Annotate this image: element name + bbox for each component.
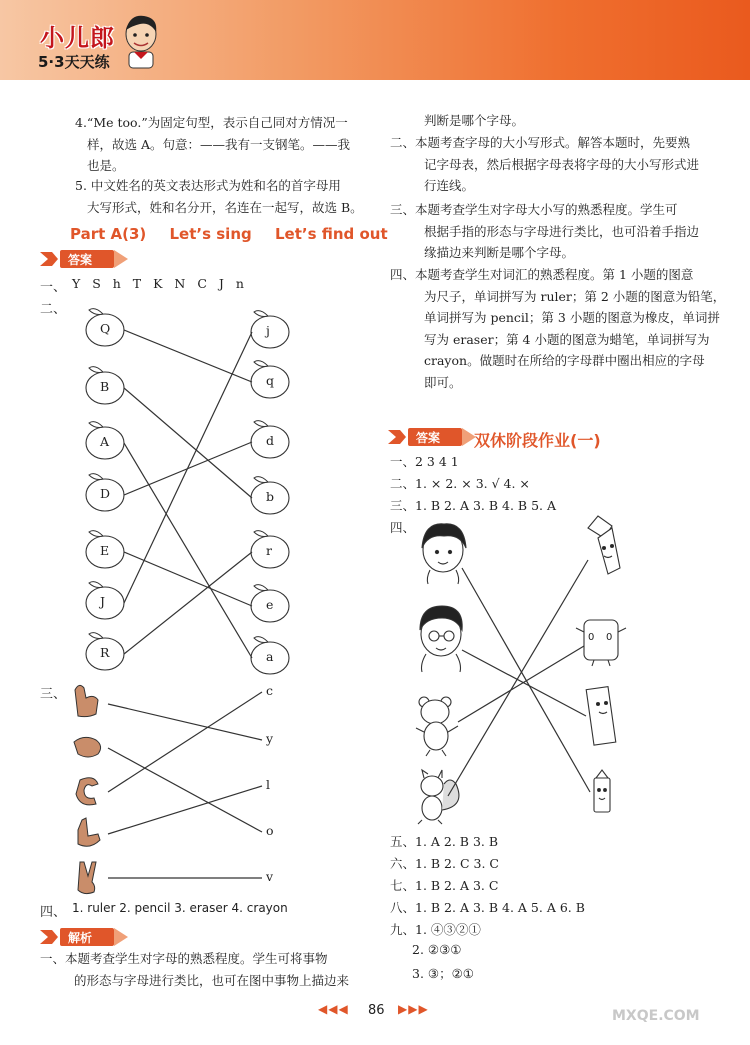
q4-label: 四、 (40, 905, 67, 920)
svg-text:0: 0 (588, 632, 595, 643)
part-title-sing: Let’s sing (169, 225, 252, 243)
apple-letter-upper: J (100, 594, 106, 609)
apple-letter-upper: A (100, 434, 110, 449)
note-5-line: 大写形式，姓和名分开，名连在一起写，故选 B。 (87, 199, 363, 215)
apple-letter-upper: D (100, 486, 111, 501)
analysis-line: crayon。做题时在所给的字母群中圈出相应的字母 (424, 353, 705, 368)
apple-letter-upper: B (100, 379, 110, 394)
apple-letter-lower: r (266, 543, 272, 558)
apple-letter-upper: E (100, 543, 110, 558)
ruler-character-icon (586, 687, 616, 746)
answer-row-3: 三、1. B 2. A 3. B 4. B 5. A (390, 498, 557, 513)
answer-row-1: 一、2 3 4 1 (390, 454, 459, 469)
watermark: MXQE.COM (612, 1008, 700, 1024)
analysis-badge-label: 解析 (68, 931, 93, 945)
answer-row-4: 四、 (390, 520, 416, 535)
note-4-line: 也是。 (87, 158, 125, 173)
analysis-line: 即可。 (424, 374, 462, 390)
apple-letter-upper: R (100, 645, 110, 660)
q3-letter: c (266, 683, 274, 698)
answer-row-8: 八、1. B 2. A 3. B 4. A 5. A 6. B (390, 900, 585, 915)
apple-letter-lower: b (266, 489, 275, 504)
analysis-1-continued: 判断是哪个字母。 (424, 113, 525, 128)
note-4-line: 4.“Me too.”为固定句型，表示自己同对方情况一 (75, 115, 348, 130)
prev-arrows-icon: ◀◀◀ (318, 1002, 349, 1016)
crayon-character-icon (588, 516, 620, 574)
squirrel-icon (418, 770, 459, 824)
analysis-line: 根据手指的形态与字母进行类比，也可沿着手指边 (424, 223, 700, 239)
analysis-line: 记字母表，然后根据字母表将字母的大小写形式进 (424, 156, 700, 172)
q3-letter: l (266, 777, 270, 792)
logo-subtitle: 5·3天天练 (38, 53, 110, 71)
part-title-name: Part A(3) (70, 225, 147, 243)
logo-title: 小儿郎 (40, 24, 115, 52)
q1-answer: Y S h T K N C J n (72, 276, 244, 291)
character-icons (416, 516, 626, 824)
analysis-line: 为尺子，单词拼写为 ruler；第 2 小题的图意为铅笔， (424, 288, 726, 304)
answer-badge-label: 答案 (416, 431, 441, 445)
answer-row-5: 五、1. A 2. B 3. B (390, 834, 499, 849)
match-boy-pencil (462, 650, 586, 716)
analysis-line: 单词拼写为 pencil；第 3 小题的图意为橡皮，单词拼 (424, 310, 720, 325)
q3-letter: v (266, 869, 274, 884)
q3-letter: o (266, 823, 274, 838)
apple-letter-upper: Q (100, 321, 111, 336)
part-title-find: Let’s find out (274, 225, 388, 243)
q3-label: 三、 (40, 687, 67, 702)
analysis-line: 写为 eraser；第 4 小题的图意为蜡笔，单词拼写为 (424, 331, 710, 347)
next-arrows-icon: ▶▶▶ (398, 1002, 429, 1016)
answer-row-7: 七、1. B 2. A 3. C (390, 878, 499, 893)
apple-letter-lower: j (266, 323, 270, 338)
apple-letter-lower: d (266, 433, 275, 448)
answer-row-6: 六、1. B 2. C 3. C (390, 856, 499, 871)
match-girl-ruler (462, 568, 590, 792)
answer-row-9-3: 3. ③；②① (412, 966, 475, 981)
analysis-line: 行连线。 (424, 178, 475, 193)
section-title: 双休阶段作业(一) (474, 431, 601, 450)
analysis-line: 的形态与字母进行类比，也可在图中事物上描边来 (74, 972, 350, 988)
q1-label: 一、 (40, 280, 67, 295)
q3-letter: y (266, 731, 274, 746)
note-4-line: 样，故选 A。句意：——我有一支钢笔。——我 (87, 136, 351, 152)
bear-icon (416, 697, 458, 756)
analysis-line: 四、本题考查学生对词汇的熟悉程度。第 1 小题的图意 (390, 267, 694, 282)
apple-letter-lower: a (266, 649, 274, 664)
page-number: 86 (368, 1003, 385, 1018)
q4-answer: 1. ruler 2. pencil 3. eraser 4. crayon (72, 901, 288, 915)
note-5-line: 5. 中文姓名的英文表达形式为姓和名的首字母用 (75, 178, 341, 193)
match-squirrel-crayon (448, 560, 588, 796)
analysis-line: 一、本题考查学生对字母的熟悉程度。学生可将事物 (40, 951, 328, 966)
analysis-line: 二、本题考查字母的大小写形式。解答本题时，先要熟 (390, 135, 691, 150)
answer-row-9: 九、1. ④③②① (390, 922, 481, 937)
boy-with-glasses-icon (420, 606, 462, 672)
q2-label: 二、 (40, 302, 67, 317)
apple-letter-lower: q (266, 373, 275, 388)
pencil-character-icon (594, 770, 610, 812)
answer-row-9-2: 2. ②③① (412, 942, 462, 957)
answer-badge-label: 答案 (68, 253, 93, 267)
eraser-character-icon (576, 620, 626, 666)
apple-letter-lower: e (266, 597, 274, 612)
svg-text:0: 0 (606, 632, 613, 643)
analysis-line: 三、本题考查学生对字母大小写的熟悉程度。学生可 (390, 202, 678, 217)
analysis-line: 缘描边来判断是哪个字母。 (424, 245, 575, 260)
word-match-lines (448, 560, 590, 796)
girl-icon (422, 524, 466, 584)
answer-row-2: 二、1. × 2. × 3. √ 4. × (390, 476, 530, 491)
